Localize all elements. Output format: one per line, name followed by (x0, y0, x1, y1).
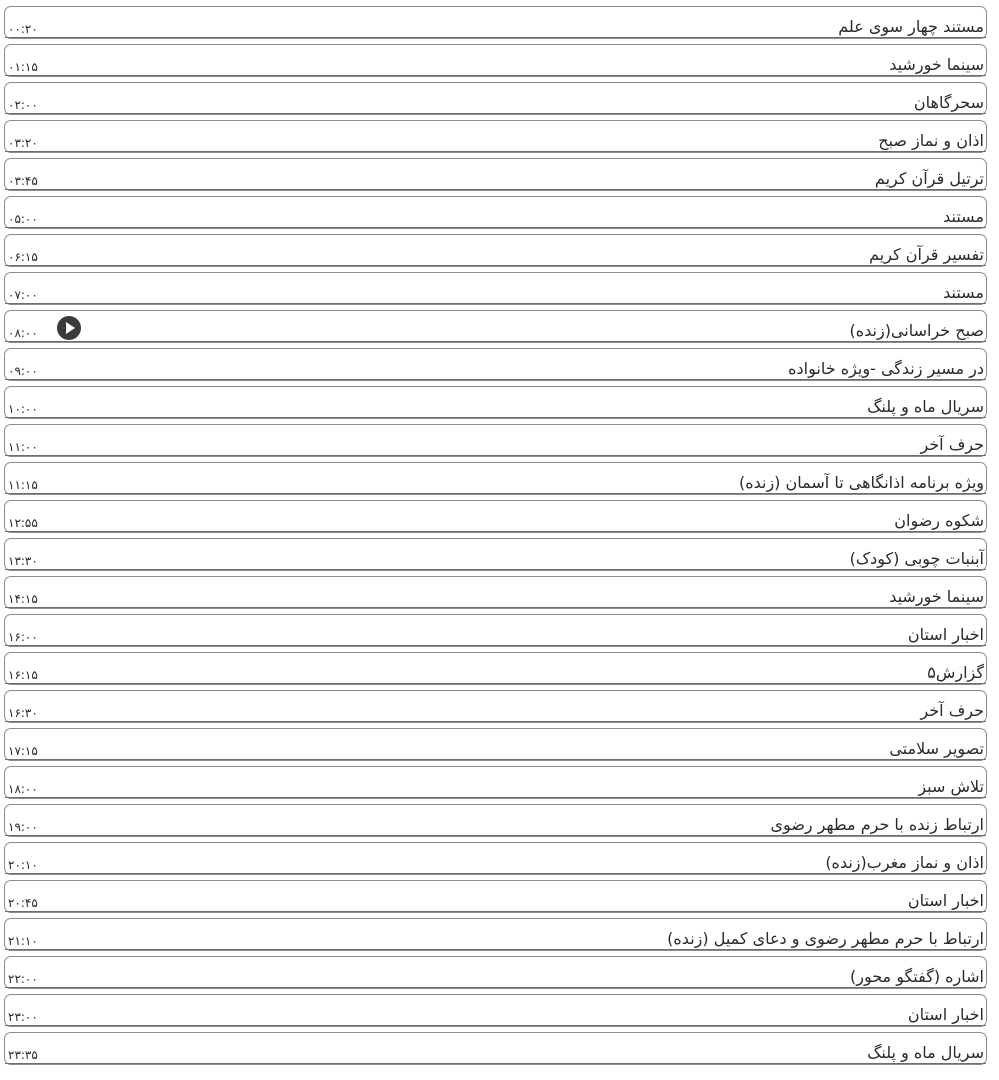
schedule-row[interactable] (4, 614, 987, 647)
program-time: ۰۷:۰۰ (8, 288, 38, 302)
row-underline (5, 987, 986, 988)
program-time: ۱۲:۵۵ (8, 516, 38, 530)
row-underline (5, 873, 986, 874)
row-underline (5, 531, 986, 532)
program-title: سحرگاهان (913, 93, 984, 112)
row-underline (5, 189, 986, 190)
schedule-row[interactable] (4, 766, 987, 799)
program-time: ۱۰:۰۰ (8, 402, 38, 416)
row-underline (5, 835, 986, 836)
program-time: ۱۹:۰۰ (8, 820, 38, 834)
program-title: سریال ماه و پلنگ (867, 1043, 984, 1062)
row-underline (5, 151, 986, 152)
program-time: ۲۳:۳۵ (8, 1048, 38, 1062)
row-underline (5, 493, 986, 494)
program-time: ۱۸:۰۰ (8, 782, 38, 796)
schedule-row[interactable] (4, 880, 987, 913)
program-title: سریال ماه و پلنگ (867, 397, 984, 416)
program-title: اخبار استان (907, 625, 984, 644)
program-title: آبنبات چوبی (کودک) (849, 549, 984, 568)
program-title: حرف آخر (920, 701, 984, 720)
program-time: ۲۱:۱۰ (8, 934, 38, 948)
row-underline (5, 1025, 986, 1026)
program-time: ۰۳:۲۰ (8, 136, 38, 150)
program-time: ۰۳:۴۵ (8, 174, 38, 188)
row-underline (5, 1063, 986, 1064)
program-title: ترتیل قرآن کریم (874, 169, 984, 188)
program-time: ۲۰:۱۰ (8, 858, 38, 872)
row-underline (5, 683, 986, 684)
row-underline (5, 417, 986, 418)
program-title: شکوه رضوان (894, 511, 984, 530)
schedule-row[interactable] (4, 462, 987, 495)
row-underline (5, 341, 986, 342)
program-title: ارتباط زنده با حرم مطهر رضوی (770, 815, 984, 834)
row-underline (5, 113, 986, 114)
play-icon[interactable] (57, 316, 81, 340)
schedule-row[interactable] (4, 272, 987, 305)
schedule-row[interactable] (4, 348, 987, 381)
row-underline (5, 303, 986, 304)
program-time: ۰۹:۰۰ (8, 364, 38, 378)
program-title: مستند (943, 207, 984, 226)
program-time: ۰۰:۲۰ (8, 22, 38, 36)
program-time: ۱۱:۰۰ (8, 440, 38, 454)
row-underline (5, 569, 986, 570)
program-time: ۱۶:۳۰ (8, 706, 38, 720)
schedule-row[interactable] (4, 1032, 987, 1065)
row-underline (5, 75, 986, 76)
program-time: ۱۶:۰۰ (8, 630, 38, 644)
schedule-row[interactable] (4, 44, 987, 77)
program-time: ۲۳:۰۰ (8, 1010, 38, 1024)
program-title: مستند (943, 283, 984, 302)
program-title: تفسیر قرآن کریم (869, 245, 984, 264)
program-time: ۰۸:۰۰ (8, 326, 38, 340)
schedule-row[interactable] (4, 956, 987, 989)
program-title: اخبار استان (907, 891, 984, 910)
program-time: ۱۶:۱۵ (8, 668, 38, 682)
program-title: اذان و نماز صبح (878, 131, 984, 150)
program-time: ۲۲:۰۰ (8, 972, 38, 986)
program-title: حرف آخر (920, 435, 984, 454)
program-title: سینما خورشید (889, 55, 984, 74)
program-time: ۱۳:۳۰ (8, 554, 38, 568)
program-title: اذان و نماز مغرب(زنده) (825, 853, 984, 872)
program-time: ۰۲:۰۰ (8, 98, 38, 112)
schedule-row[interactable] (4, 158, 987, 191)
schedule-row[interactable] (4, 196, 987, 229)
program-title: مستند چهار سوی علم (838, 17, 984, 36)
schedule-row[interactable] (4, 994, 987, 1027)
program-time: ۰۱:۱۵ (8, 60, 38, 74)
program-title: صبح خراسانی(زنده) (849, 321, 984, 340)
row-underline (5, 797, 986, 798)
schedule-row[interactable] (4, 424, 987, 457)
row-underline (5, 911, 986, 912)
program-title: اخبار استان (907, 1005, 984, 1024)
schedule-row[interactable] (4, 386, 987, 419)
row-underline (5, 759, 986, 760)
program-title: گزارش۵ (927, 663, 984, 682)
schedule-row[interactable] (4, 804, 987, 837)
schedule-row[interactable] (4, 310, 987, 343)
program-title: تصویر سلامتی (889, 739, 984, 758)
row-underline (5, 607, 986, 608)
schedule-row[interactable] (4, 500, 987, 533)
row-underline (5, 37, 986, 38)
program-time: ۱۴:۱۵ (8, 592, 38, 606)
schedule-row[interactable] (4, 120, 987, 153)
schedule-row[interactable] (4, 918, 987, 951)
program-title: سینما خورشید (889, 587, 984, 606)
row-underline (5, 721, 986, 722)
row-underline (5, 379, 986, 380)
schedule-row[interactable] (4, 6, 987, 39)
schedule-row[interactable] (4, 842, 987, 875)
program-title: تلاش سبز (918, 777, 984, 796)
program-title: ویژه برنامه اذانگاهی تا آسمان (زنده) (738, 473, 984, 492)
schedule-row[interactable] (4, 652, 987, 685)
program-time: ۱۱:۱۵ (8, 478, 38, 492)
schedule-row[interactable] (4, 576, 987, 609)
schedule-row[interactable] (4, 82, 987, 115)
schedule-row[interactable] (4, 234, 987, 267)
program-time: ۲۰:۴۵ (8, 896, 38, 910)
schedule-row[interactable] (4, 538, 987, 571)
program-time: ۰۶:۱۵ (8, 250, 38, 264)
program-title: ارتباط با حرم مطهر رضوی و دعای کمیل (زنده) (667, 929, 984, 948)
schedule-row[interactable] (4, 690, 987, 723)
row-underline (5, 949, 986, 950)
schedule-row[interactable] (4, 728, 987, 761)
program-title: اشاره (گفتگو محور) (849, 967, 984, 986)
program-time: ۱۷:۱۵ (8, 744, 38, 758)
row-underline (5, 227, 986, 228)
row-underline (5, 265, 986, 266)
row-underline (5, 645, 986, 646)
program-time: ۰۵:۰۰ (8, 212, 38, 226)
row-underline (5, 455, 986, 456)
program-title: در مسیر زندگی -ویژه خانواده (788, 359, 984, 378)
